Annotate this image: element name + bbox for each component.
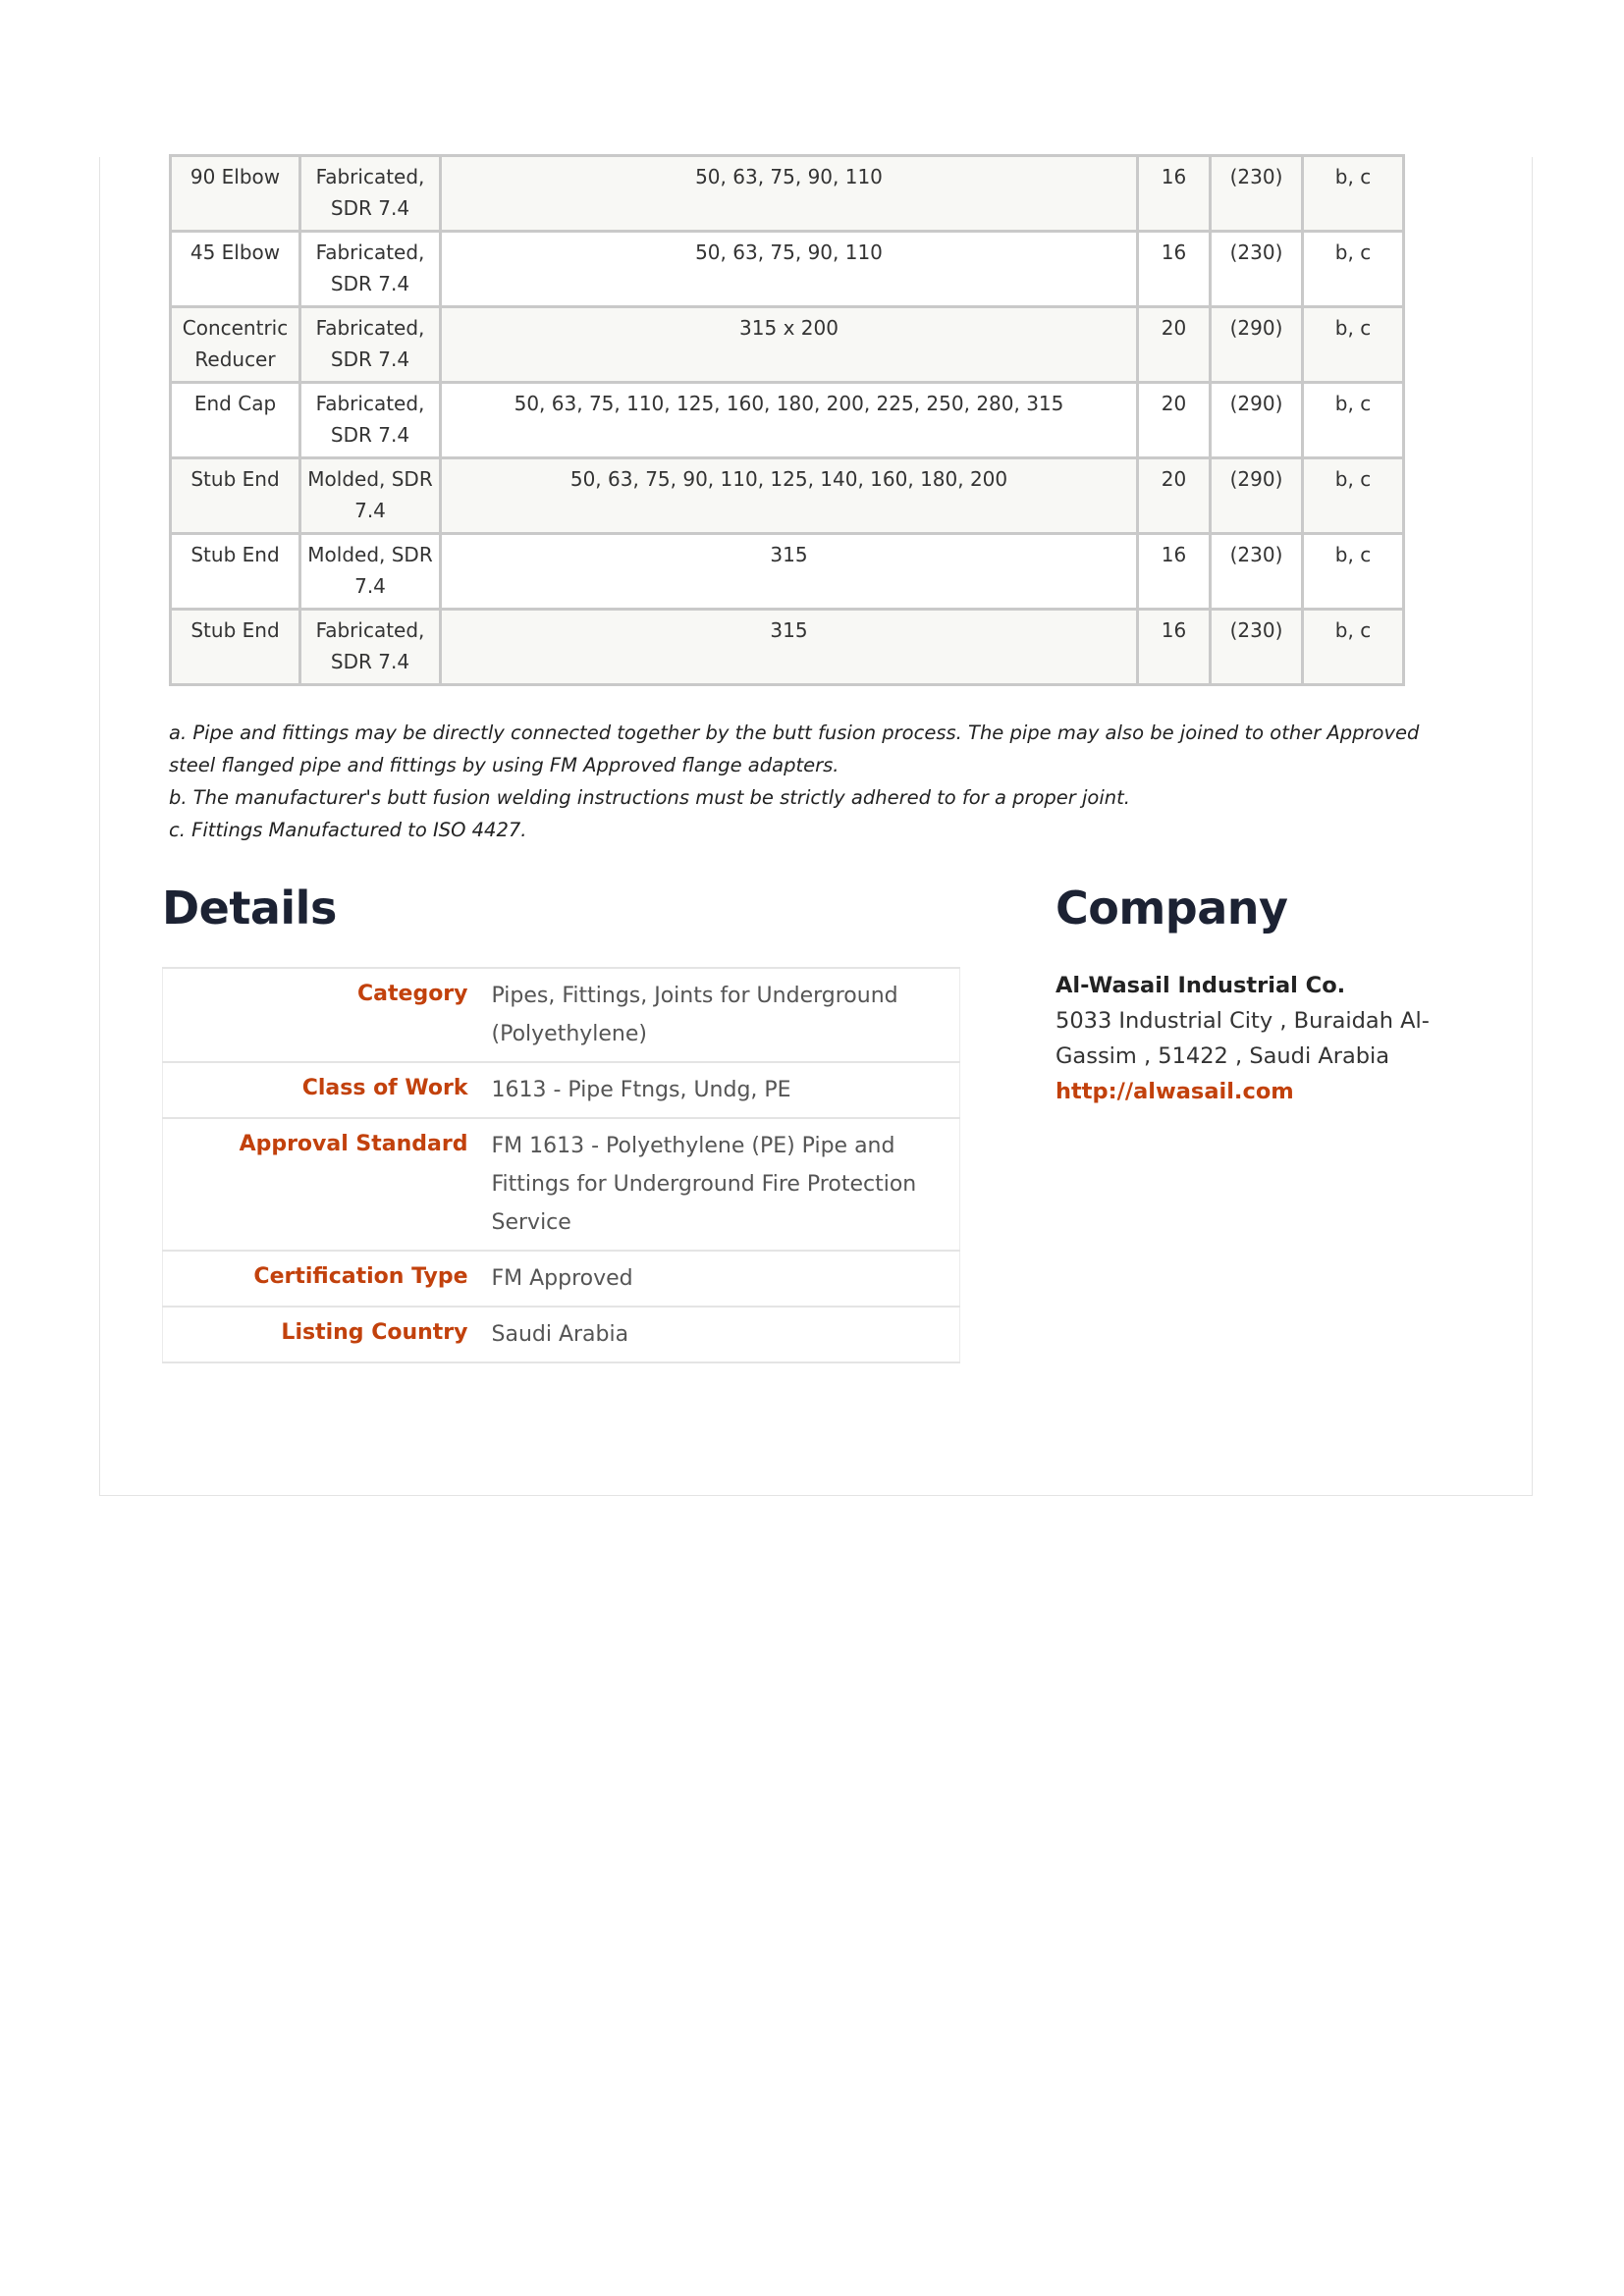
notes-cell: b, c <box>1303 383 1404 458</box>
pressure-cell: 16 <box>1138 156 1211 232</box>
table-row <box>171 232 1404 307</box>
details-row-country <box>163 1307 960 1362</box>
table-row <box>171 307 1404 383</box>
listing-country-label: Listing Country <box>163 1307 480 1362</box>
type-cell: Fabricated, SDR 7.4 <box>300 232 441 307</box>
notes-cell: b, c <box>1303 307 1404 383</box>
class-of-work-label: Class of Work <box>163 1062 480 1118</box>
pressure-cell: 16 <box>1138 534 1211 610</box>
footnote-a: a. Pipe and fittings may be directly connected together by the butt fusion process. The pipe may also be joined to other Approved steel flanged pipe and fittings by using FM Approved flange adapters. <box>169 721 1420 776</box>
pressure-cell: 20 <box>1138 307 1211 383</box>
table-row <box>171 156 1404 232</box>
approval-standard-value: FM 1613 - Polyethylene (PE) Pipe and Fittings for Underground Fire Protection Service <box>480 1118 960 1251</box>
type-cell: Fabricated, SDR 7.4 <box>300 156 441 232</box>
sizes-cell: 50, 63, 75, 90, 110 <box>441 156 1138 232</box>
psi-cell: (290) <box>1211 383 1303 458</box>
fitting-cell: 45 Elbow <box>171 232 300 307</box>
fittings-table <box>169 154 1405 686</box>
pressure-cell: 20 <box>1138 383 1211 458</box>
fitting-cell: 90 Elbow <box>171 156 300 232</box>
approval-standard-label: Approval Standard <box>163 1118 480 1251</box>
sizes-cell: 50, 63, 75, 90, 110 <box>441 232 1138 307</box>
notes-cell: b, c <box>1303 458 1404 534</box>
table-row <box>171 610 1404 685</box>
sizes-cell: 50, 63, 75, 110, 125, 160, 180, 200, 225, 250, 280, 315 <box>441 383 1138 458</box>
sizes-cell: 315 <box>441 610 1138 685</box>
table-row <box>171 383 1404 458</box>
certification-type-label: Certification Type <box>163 1251 480 1307</box>
type-cell: Fabricated, SDR 7.4 <box>300 610 441 685</box>
type-cell: Molded, SDR 7.4 <box>300 534 441 610</box>
details-row-class <box>163 1062 960 1118</box>
type-cell: Molded, SDR 7.4 <box>300 458 441 534</box>
psi-cell: (230) <box>1211 232 1303 307</box>
listing-country-value: Saudi Arabia <box>480 1307 960 1362</box>
company-name: Al-Wasail Industrial Co. <box>1056 973 1346 998</box>
footnote-b: b. The manufacturer's butt fusion welding instructions must be strictly adhered to for a proper joint. <box>169 786 1130 809</box>
fitting-cell: End Cap <box>171 383 300 458</box>
table-row <box>171 534 1404 610</box>
notes-cell: b, c <box>1303 156 1404 232</box>
details-heading: Details <box>162 881 337 934</box>
psi-cell: (230) <box>1211 156 1303 232</box>
details-table <box>162 967 960 1363</box>
details-row-category <box>163 968 960 1062</box>
psi-cell: (290) <box>1211 458 1303 534</box>
notes-cell: b, c <box>1303 534 1404 610</box>
table-row <box>171 458 1404 534</box>
category-value: Pipes, Fittings, Joints for Underground (Polyethylene) <box>480 968 960 1062</box>
company-website-link[interactable]: http://alwasail.com <box>1056 1079 1294 1104</box>
sizes-cell: 50, 63, 75, 90, 110, 125, 140, 160, 180, 200 <box>441 458 1138 534</box>
footnote-c: c. Fittings Manufactured to ISO 4427. <box>169 819 527 841</box>
fitting-cell: Stub End <box>171 458 300 534</box>
fitting-cell: Stub End <box>171 534 300 610</box>
psi-cell: (230) <box>1211 610 1303 685</box>
type-cell: Fabricated, SDR 7.4 <box>300 383 441 458</box>
company-address: 5033 Industrial City , Buraidah Al-Gassim , 51422 , Saudi Arabia <box>1056 1008 1430 1069</box>
category-label: Category <box>163 968 480 1062</box>
pressure-cell: 16 <box>1138 610 1211 685</box>
type-cell: Fabricated, SDR 7.4 <box>300 307 441 383</box>
psi-cell: (290) <box>1211 307 1303 383</box>
psi-cell: (230) <box>1211 534 1303 610</box>
footnotes <box>169 717 1435 846</box>
fitting-cell: Stub End <box>171 610 300 685</box>
certification-type-value: FM Approved <box>480 1251 960 1307</box>
company-heading: Company <box>1056 881 1288 934</box>
details-row-standard <box>163 1118 960 1251</box>
fitting-cell: Concentric Reducer <box>171 307 300 383</box>
sizes-cell: 315 <box>441 534 1138 610</box>
sizes-cell: 315 x 200 <box>441 307 1138 383</box>
details-row-certification <box>163 1251 960 1307</box>
notes-cell: b, c <box>1303 610 1404 685</box>
class-of-work-value: 1613 - Pipe Ftngs, Undg, PE <box>480 1062 960 1118</box>
notes-cell: b, c <box>1303 232 1404 307</box>
pressure-cell: 20 <box>1138 458 1211 534</box>
pressure-cell: 16 <box>1138 232 1211 307</box>
company-info <box>1056 968 1448 1109</box>
